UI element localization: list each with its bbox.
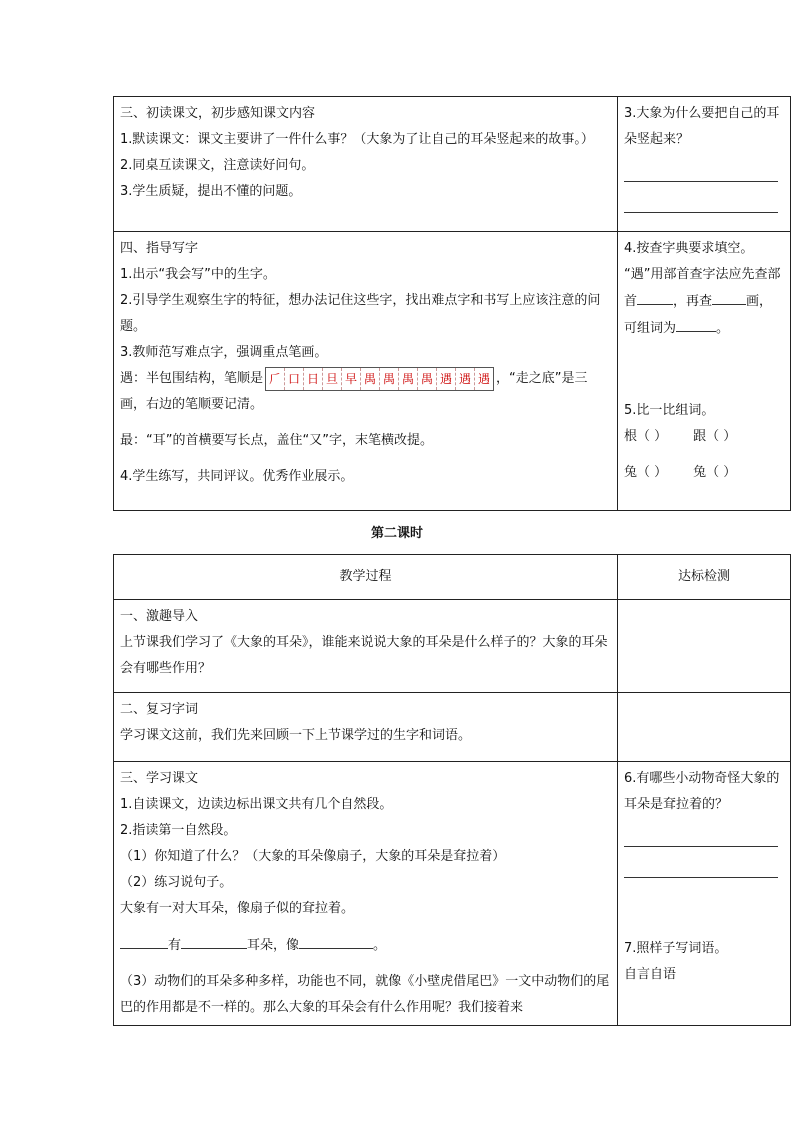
check-cell (618, 600, 791, 693)
stroke-order-strip (265, 367, 494, 391)
answer-line[interactable] (624, 192, 778, 213)
process-cell (114, 97, 618, 232)
stroke-step: 口 (285, 368, 304, 390)
column-header: 达标检测 (618, 555, 791, 600)
blank[interactable] (299, 932, 373, 949)
question-7: 7.照样子写词语。 (624, 941, 728, 956)
example-word: 自言自语 (624, 967, 677, 982)
text-line: 最：“耳”的首横要写长点，盖住“又”字，末笔横改提。 (120, 433, 433, 448)
stroke-step: 遇 (456, 368, 475, 390)
table-row (114, 97, 791, 232)
question-4: 4.按查字典要求填空。 (624, 241, 754, 256)
question-5: 5.比一比组词。 (624, 403, 715, 418)
table-header-row (114, 555, 791, 600)
text-line: 4.学生练写，共同评议。优秀作业展示。 (120, 469, 354, 484)
text-line: 2.指读第一自然段。 (120, 823, 237, 838)
blank[interactable] (637, 288, 673, 305)
word-pair: 根（ ） 跟（ ） (624, 429, 737, 444)
text-line: 2.引导学生观察生字的特征，想办法记住这些字，找出难点字和书写上应该注意的问题。 (120, 293, 601, 334)
yu-stroke-order: 遇：半包围结构，笔顺是 𠂆 口 日 旦 早 禺 禺 禺 禺 遇 遇 遇 ，“走之底”是三画，右边的笔顺要记清。 (120, 366, 611, 418)
answer-line[interactable] (624, 161, 778, 182)
table-row (114, 600, 791, 693)
section-title: 四、指导写字 (120, 241, 199, 256)
stroke-step: 禺 (380, 368, 399, 390)
section-title: 二、复习字词 (120, 702, 199, 717)
stroke-step: 日 (304, 368, 323, 390)
stroke-step: 禺 (361, 368, 380, 390)
answer-line[interactable] (624, 826, 778, 847)
stroke-step: 禺 (399, 368, 418, 390)
column-header: 教学过程 (114, 555, 618, 600)
blank[interactable] (712, 288, 746, 305)
section-title: 三、学习课文 (120, 771, 199, 786)
text-line: 大象有一对大耳朵，像扇子似的耷拉着。 (120, 901, 355, 916)
question-6: 6.有哪些小动物奇怪大象的耳朵是耷拉着的？ (624, 771, 780, 812)
process-cell (114, 232, 618, 511)
process-cell (114, 693, 618, 762)
process-cell (114, 600, 618, 693)
section-title: 一、激趣导入 (120, 609, 199, 624)
lesson-table-1 (113, 96, 791, 511)
check-cell (618, 97, 791, 232)
text-line: 3.学生质疑，提出不懂的问题。 (120, 184, 302, 199)
table-row (114, 762, 791, 1026)
stroke-step: 早 (342, 368, 361, 390)
text-line: 上节课我们学习了《大象的耳朵》，谁能来说说大象的耳朵是什么样子的？大象的耳朵会有哪些作用？ (120, 635, 608, 676)
text-line: 1.出示“我会写”中的生字。 (120, 267, 276, 282)
stroke-step: 遇 (478, 371, 491, 386)
sentence-fill: 有 耳朵，像 。 (120, 932, 611, 959)
stroke-step: 旦 (323, 368, 342, 390)
blank[interactable] (676, 315, 716, 332)
blank[interactable] (181, 932, 247, 949)
table-row (114, 693, 791, 762)
stroke-step: 𠂆 (266, 368, 285, 390)
text-line: 1.自读课文，边读边标出课文共有几个自然段。 (120, 797, 393, 812)
lesson-subtitle: 第二课时 (370, 526, 423, 541)
answer-line[interactable] (624, 857, 778, 878)
check-cell (618, 762, 791, 1026)
text-line: （2）练习说句子。 (120, 875, 233, 890)
text-line: 1.默读课文：课文主要讲了一件什么事？（大象为了让自己的耳朵竖起来的故事。） (120, 132, 594, 147)
text-line: 学习课文这前，我们先来回顾一下上节课学过的生字和词语。 (120, 728, 472, 743)
blank[interactable] (120, 932, 168, 949)
table-row (114, 232, 791, 511)
text-line: （1）你知道了什么？（大象的耳朵像扇子，大象的耳朵是耷拉着） (120, 849, 506, 864)
text-line: 3.教师范写难点字，强调重点笔画。 (120, 345, 328, 360)
question-4-fill: “遇”用部首查字法应先查部首 ，再查 画，可组词为 。 (624, 267, 781, 336)
check-cell (618, 232, 791, 511)
lesson-table-2 (113, 554, 791, 1026)
section-title: 三、初读课文，初步感知课文内容 (120, 106, 316, 121)
stroke-step: 遇 (437, 368, 456, 390)
text-line: 2.同桌互读课文，注意读好问句。 (120, 158, 315, 173)
text-line: （3）动物们的耳朵多种多样，功能也不同，就像《小壁虎借尾巴》一文中动物们的尾巴的作用都是不一样的。那么大象的耳朵会有什么作用呢？我们接着来 (120, 974, 610, 1015)
word-pair: 兔（ ） 兔（ ） (624, 465, 737, 480)
question-3: 3.大象为什么要把自己的耳朵竖起来？ (624, 106, 780, 147)
process-cell (114, 762, 618, 1026)
check-cell (618, 693, 791, 762)
stroke-step: 禺 (418, 368, 437, 390)
